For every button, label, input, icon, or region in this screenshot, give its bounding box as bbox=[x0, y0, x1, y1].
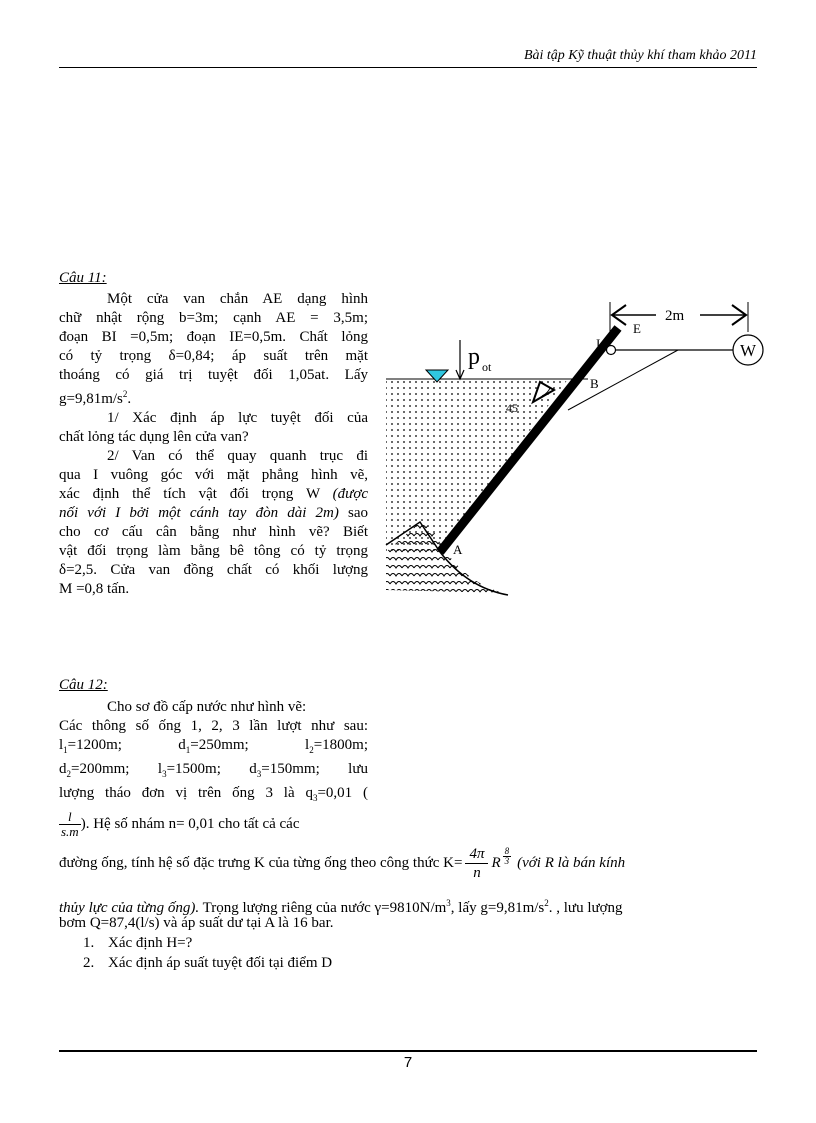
q12-param: $d_1=250mm$; bbox=[178, 737, 249, 755]
unit-fraction: $\frac{l}{s.m}$ bbox=[61, 809, 79, 839]
q11-line: chữ nhật rộng b=3m; cạnh AE = 3,5m; bbox=[59, 310, 368, 326]
support-line bbox=[568, 350, 678, 410]
q11-text bbox=[59, 290, 368, 599]
k-exponent: $\frac{8}{3}$ bbox=[504, 845, 510, 866]
q11-line: 2/ Van có thể quay quanh trục đi bbox=[107, 448, 368, 464]
q12-params-row-2 bbox=[59, 760, 368, 784]
k-R: R bbox=[491, 854, 501, 871]
label-W: W bbox=[740, 341, 757, 360]
k-fraction: $\frac{4\pi}{n}$ bbox=[465, 845, 488, 882]
q12-formula-post: (với R là bán kính bbox=[517, 854, 626, 871]
q12-params-row-1 bbox=[59, 736, 368, 760]
q12-line: $\frac{l}{s.m}$ ). Hệ số nhám n= 0,01 cho tất cả các bbox=[61, 809, 300, 839]
page-header: Bài tập Kỹ thuật thủy khí tham khảo 2011 bbox=[523, 48, 757, 63]
label-A: A bbox=[453, 542, 463, 557]
q12-title: Câu 12: bbox=[59, 677, 108, 693]
q11-gate-figure bbox=[378, 290, 778, 610]
label-I: I bbox=[596, 336, 601, 351]
label-B: B bbox=[590, 376, 599, 391]
q12-param: $l_3=1500m$; bbox=[157, 761, 221, 779]
q11-line bbox=[59, 485, 368, 504]
q11-g-sup: 2 bbox=[122, 389, 128, 399]
q11-line: vật đối trọng làm bằng bê tông có tỷ trọng bbox=[59, 543, 368, 559]
header-rule bbox=[59, 67, 757, 68]
q11-line bbox=[59, 385, 368, 409]
q11-line: cho cơ cấu cân bằng như hình vẽ? Biết bbox=[59, 524, 368, 540]
label-E: E bbox=[633, 321, 641, 336]
label-angle: 45 bbox=[506, 401, 518, 415]
pivot-I bbox=[607, 346, 616, 355]
q11-line: đoạn BI =0,5m; đoạn IE=0,5m. Chất lỏng bbox=[59, 329, 368, 345]
q12-list-item: 1. Xác định H=? bbox=[83, 935, 193, 951]
q11-g-post: . bbox=[127, 391, 132, 407]
page-number: 7 bbox=[403, 1054, 413, 1071]
q12-line: Các thông số ống 1, 2, 3 lần lượt như sau: bbox=[59, 718, 368, 734]
q11-title: Câu 11: bbox=[59, 270, 107, 286]
q12-line: Cho sơ đồ cấp nước như hình vẽ: bbox=[107, 699, 307, 715]
q11-line bbox=[59, 504, 368, 523]
q11-line: có tỷ trọng δ=0,84; áp suất trên mặt bbox=[59, 348, 368, 364]
q12-text-column bbox=[59, 698, 368, 839]
q11-line: qua I vuông góc với mặt phẳng hình vẽ, bbox=[59, 467, 368, 483]
q11-g-text: g=9,81m/s bbox=[59, 391, 123, 407]
q11-line: δ=2,5. Cửa van đồng chất có khối lượng bbox=[59, 562, 368, 578]
q12-line: lượng tháo đơn vị trên ống 3 là $q_3=0,01$ ( bbox=[59, 785, 368, 803]
q12-formula-line bbox=[59, 846, 757, 880]
q11-text-b: sao bbox=[338, 505, 368, 521]
label-2m: 2m bbox=[665, 308, 685, 324]
q11-line: chất lỏng tác dụng lên cửa van? bbox=[59, 429, 249, 445]
footer-rule bbox=[59, 1050, 757, 1052]
q11-line: Một cửa van chắn AE dạng hình bbox=[107, 291, 368, 307]
q11-line: M =0,8 tấn. bbox=[59, 581, 130, 597]
label-pot-sub: ot bbox=[482, 360, 492, 374]
q12-line: thủy lực của từng ống). Trọng lượng riêng của nước $\gamma=9810N/m^3$, lấy $g=9,81m/s^2$. , lưu lượng bbox=[59, 898, 623, 916]
q12-line: bơm Q=87,4(l/s) và áp suất dư tại A là 16 bar. bbox=[59, 915, 334, 931]
q11-line: thoáng có giá trị tuyệt đối 1,05at. Lấy bbox=[59, 367, 368, 383]
label-p: p bbox=[468, 344, 480, 370]
q11-line: 1/ Xác định áp lực tuyệt đối của bbox=[107, 410, 368, 426]
q11-text-it: (được bbox=[332, 486, 368, 502]
q12-param: $d_2=200mm$; bbox=[59, 761, 130, 779]
q12-param: lưu bbox=[348, 761, 368, 777]
q11-text-a: xác định thể tích vật đối trọng W bbox=[59, 486, 333, 502]
q12-formula-text: đường ống, tính hệ số đặc trưng K của từng ống theo công thức K= bbox=[59, 854, 463, 871]
q11-text-it: nối với I bởi một cánh tay đòn dài 2m) bbox=[59, 505, 339, 521]
q12-list-item: 2. Xác định áp suất tuyệt đối tại điểm D bbox=[83, 955, 333, 971]
q12-param: $l_2=1800m$; bbox=[305, 737, 368, 755]
q12-param: $l_1=1200m$; bbox=[59, 737, 122, 755]
q12-param: $d_3=150mm$; bbox=[249, 761, 320, 779]
